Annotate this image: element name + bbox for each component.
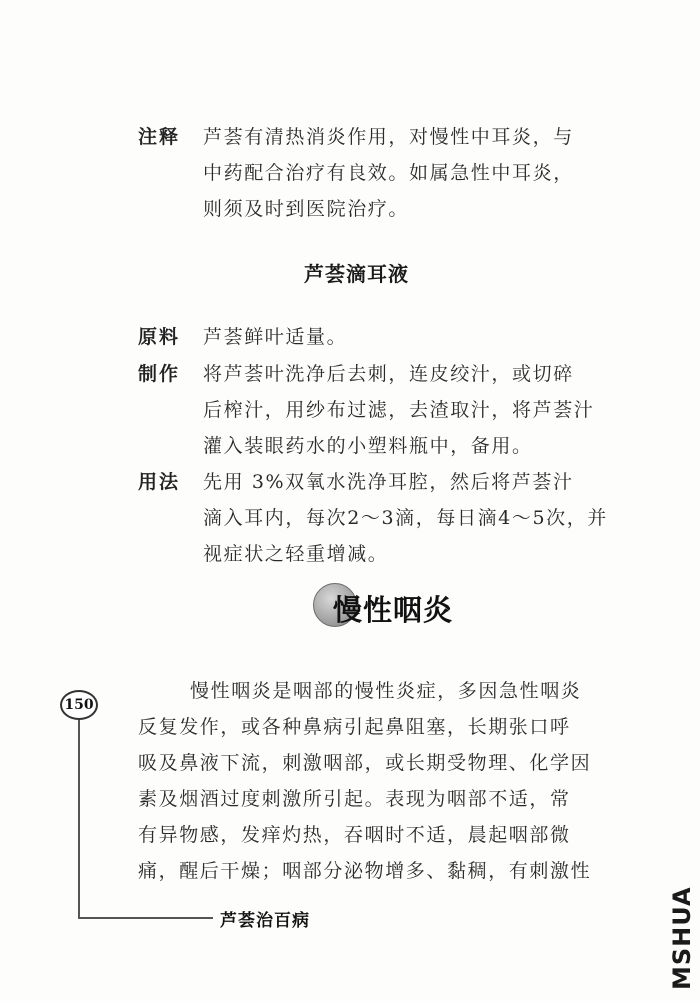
recipe-title: 芦荟滴耳液 [304, 262, 409, 286]
usage-line-2: 滴入耳内，每次2～3滴，每日滴4～5次，并 [203, 507, 608, 529]
paragraph-line-1: 慢性咽炎是咽部的慢性炎症，多因急性咽炎 [190, 680, 582, 702]
method-line-1: 将芦荟叶洗净后去刺，连皮绞汁，或切碎 [203, 363, 574, 385]
usage-line-3: 视症状之轻重增减。 [203, 543, 389, 565]
note-line-3: 则须及时到医院治疗。 [203, 198, 410, 220]
note-line-1: 芦荟有清热消炎作用，对慢性中耳炎，与 [203, 126, 574, 148]
usage-line-1: 先用 3%双氧水洗净耳腔，然后将芦荟汁 [203, 471, 574, 493]
paragraph-line-2: 反复发作，或各种鼻病引起鼻阻塞，长期张口呼 [138, 716, 571, 738]
paragraph-line-5: 有异物感，发痒灼热，吞咽时不适，晨起咽部微 [138, 824, 571, 846]
footer-book-title: 芦荟治百病 [220, 911, 310, 931]
watermark: MSHUA [668, 886, 696, 990]
note-label: 注释 [138, 126, 181, 148]
paragraph-line-4: 素及烟酒过度刺激所引起。表现为咽部不适，常 [138, 788, 571, 810]
page-number-badge: 150 [60, 690, 98, 720]
method-line-2: 后榨汁，用纱布过滤，去渣取汁，将芦荟汁 [203, 399, 595, 421]
ingredients-label: 原料 [138, 326, 181, 348]
section-title: 慢性咽炎 [333, 593, 454, 627]
page-frame-horizontal [78, 917, 213, 919]
method-line-3: 灌入装眼药水的小塑料瓶中，备用。 [203, 435, 533, 457]
method-label: 制作 [138, 363, 181, 385]
ingredients-line-1: 芦荟鲜叶适量。 [203, 326, 348, 348]
paragraph-line-6: 痛，醒后干燥；咽部分泌物增多、黏稠，有刺激性 [138, 860, 592, 882]
page-frame-vertical [78, 718, 80, 918]
note-line-2: 中药配合治疗有良效。如属急性中耳炎， [203, 162, 574, 184]
usage-label: 用法 [138, 471, 181, 493]
paragraph-line-3: 吸及鼻液下流，刺激咽部，或长期受物理、化学因 [138, 752, 592, 774]
